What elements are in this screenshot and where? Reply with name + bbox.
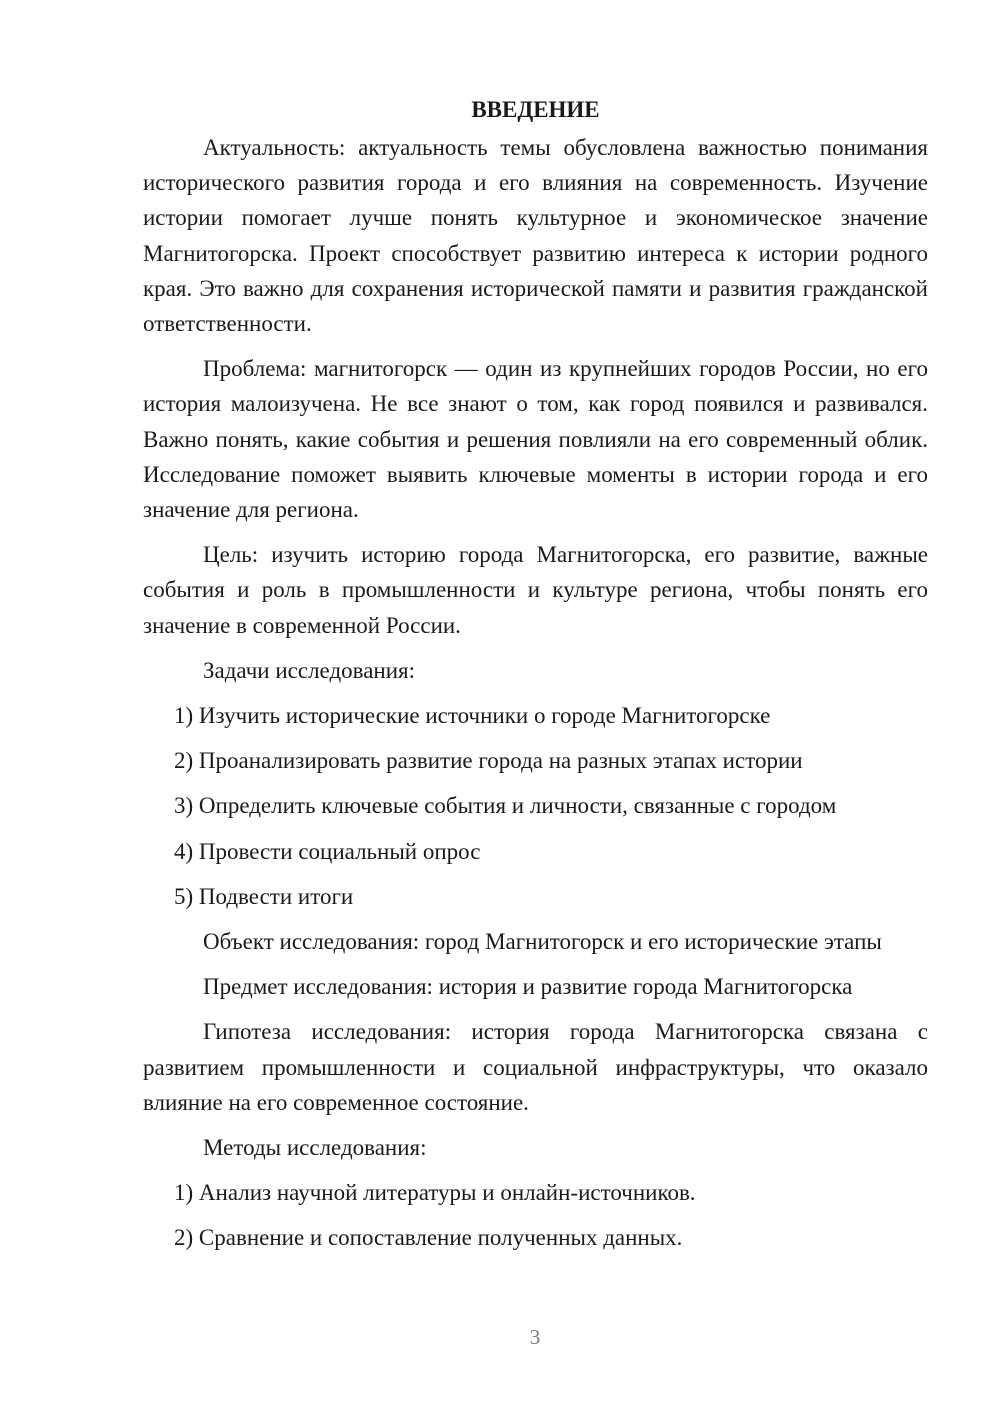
subject-paragraph: Предмет исследования: история и развитие города Магнитогорска <box>203 974 853 1000</box>
page-number: 3 <box>529 1325 541 1349</box>
task-item: 1) Изучить исторические источники о городе Магнитогорске <box>174 703 771 729</box>
object-paragraph: Объект исследования: город Магнитогорск и его исторические этапы <box>203 929 882 955</box>
task-item: 2) Проанализировать развитие города на разных этапах истории <box>174 748 803 774</box>
method-item: 2) Сравнение и сопоставление полученных данных. <box>174 1225 683 1251</box>
task-item: 3) Определить ключевые события и личности, связанные с городом <box>174 793 837 819</box>
page-title: ВВЕДЕНИЕ <box>471 97 600 122</box>
tasks-heading: Задачи исследования: <box>203 657 416 683</box>
task-item: 5) Подвести итоги <box>174 883 354 909</box>
relevance-paragraph: Актуальность: актуальность темы обусловлена важностью понимания исторического развития города и его влияния на современность. Изучение истории помогает лучше понять культурное и экономическое значение Магнитогорска. Проект способствует развитию интереса к истории родного края. Это важно для сохранения исторической памяти и развития гражданской ответственности. <box>143 135 928 337</box>
task-item: 4) Провести социальный опрос <box>174 838 481 864</box>
methods-heading: Методы исследования: <box>203 1135 427 1161</box>
hypothesis-paragraph: Гипотеза исследования: история города Магнитогорска связана с развитием промышленности и социальной инфраструктуры, что оказало влияние на его современное состояние. <box>143 1019 928 1115</box>
problem-paragraph: Проблема: магнитогорск — один из крупнейших городов России, но его история малоизучена. Не все знают о том, как город появился и развивался. Важно понять, какие события и решения повлияли на его современный облик. Исследование поможет выявить ключевые моменты в истории города и его значение для региона. <box>143 356 928 523</box>
document-page <box>143 90 928 1266</box>
goal-paragraph: Цель: изучить историю города Магнитогорска, его развитие, важные события и роль в промышленности и культуре региона, чтобы понять его значение в современной России. <box>143 542 928 638</box>
method-item: 1) Анализ научной литературы и онлайн-источников. <box>174 1180 696 1206</box>
